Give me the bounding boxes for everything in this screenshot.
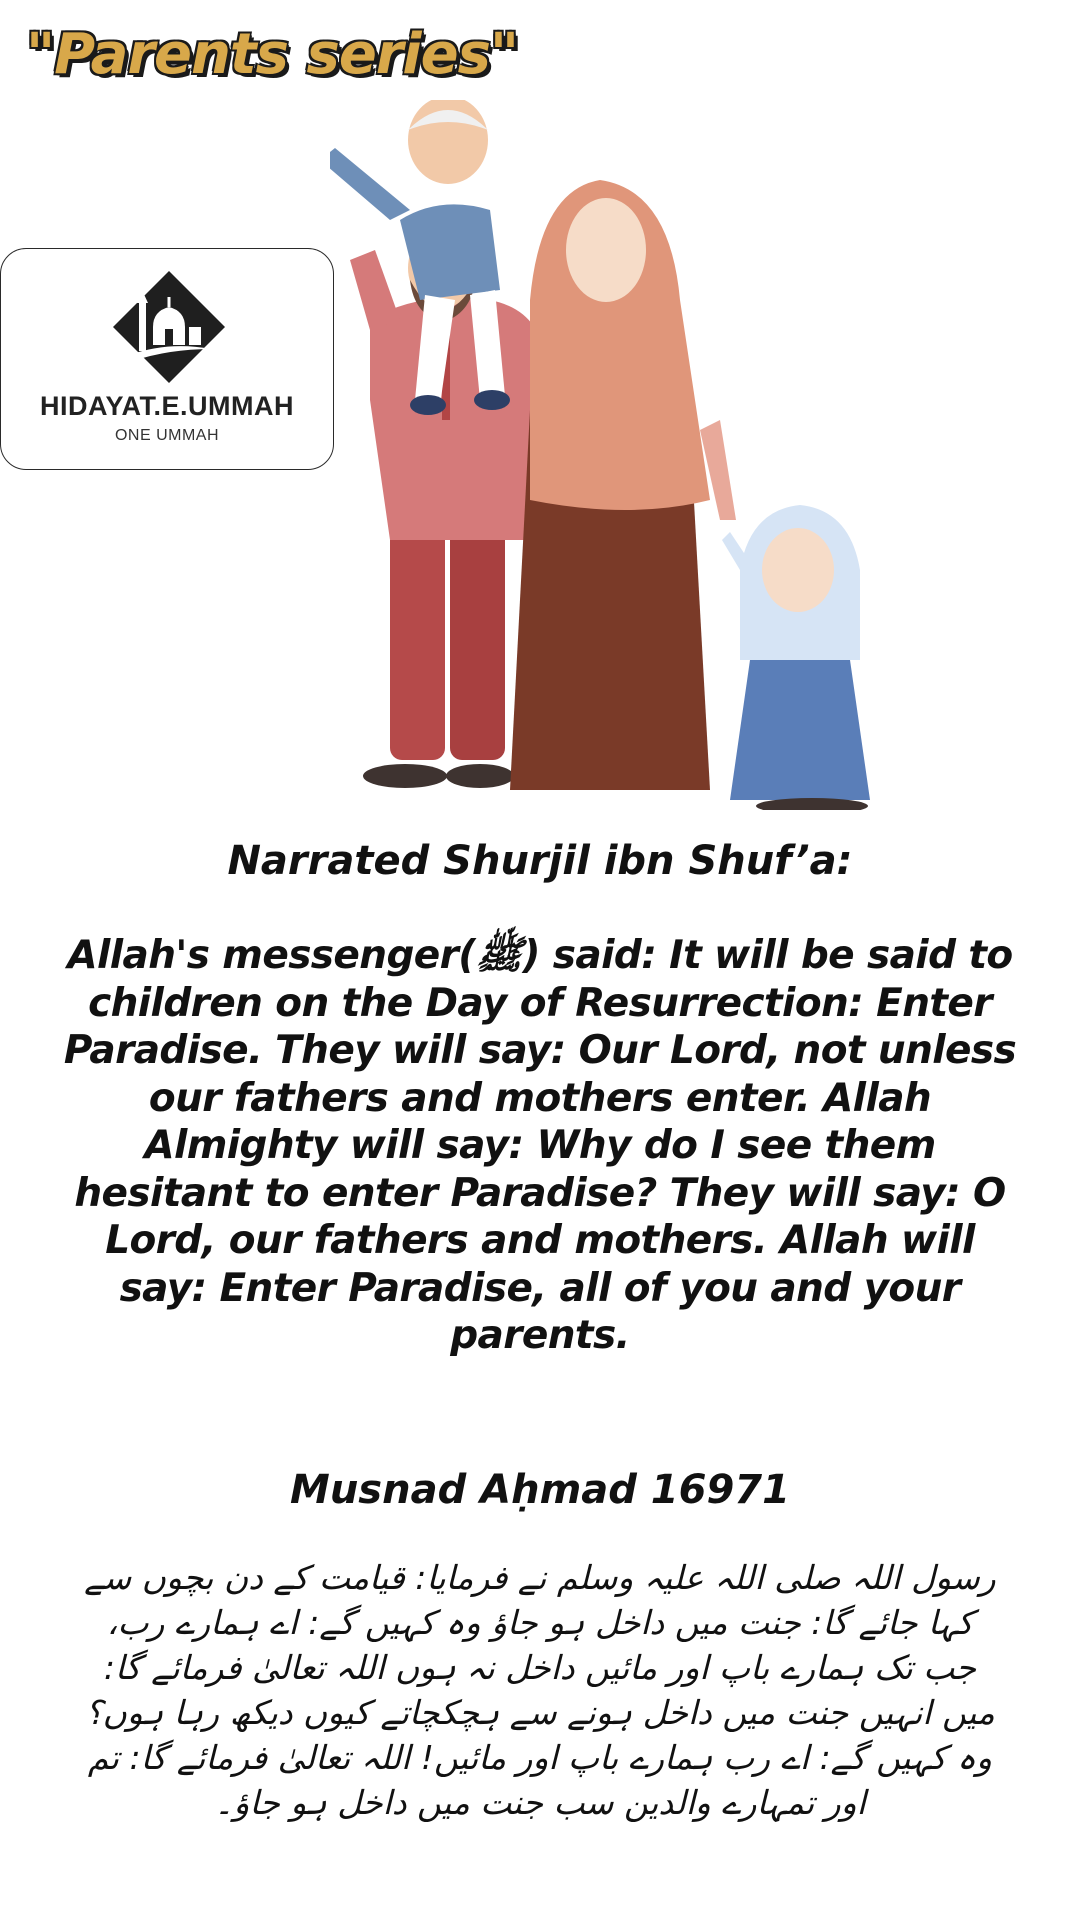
series-title: "Parents series"	[26, 22, 519, 87]
logo-brand-name: HIDAYAT.E.UMMAH	[39, 391, 295, 421]
logo-tagline: ONE UMMAH	[114, 427, 220, 444]
family-illustration	[330, 100, 890, 810]
hadith-urdu-text: رسول اللہ صلی اللہ علیہ وسلم نے فرمایا: قیامت کے دن بچوں سے کہا جائے گا: جنت میں داخل ہو جاؤ وہ کہیں گے: اے ہمارے رب، جب تک ہمارے باپ اور مائیں داخل نہ ہوں اللہ تعالیٰ فرمائے گا: میں انہیں جنت میں داخل ہونے سے ہچکچاتے کیوں دیکھ رہا ہوں؟ وہ کہیں گے: اے رب ہمارے باپ اور مائیں! اللہ تعالیٰ فرمائے گا: تم اور تمہارے والدین سب جنت میں داخل ہو جاؤ۔	[84, 1558, 996, 1822]
hadith-reference: Musnad Aḥmad 16971	[290, 1467, 790, 1513]
hadith-english-text: Allah's messenger(ﷺ) said: It will be said to children on the Day of Resurrection: Enter Paradise. They will say: Our Lord, not unless our fathers and mothers enter. Allah Almighty will say: Why do I see them hesitant to enter Paradise? They will say: O Lord, our fathers and mothers. Allah will say: Enter Paradise, all of you and your parents.	[63, 933, 1017, 1358]
brand-logo-card	[0, 248, 334, 470]
narrator-line: Narrated Shurjil ibn Shuf’a:	[227, 838, 853, 884]
mosque-logo-icon	[109, 267, 229, 387]
